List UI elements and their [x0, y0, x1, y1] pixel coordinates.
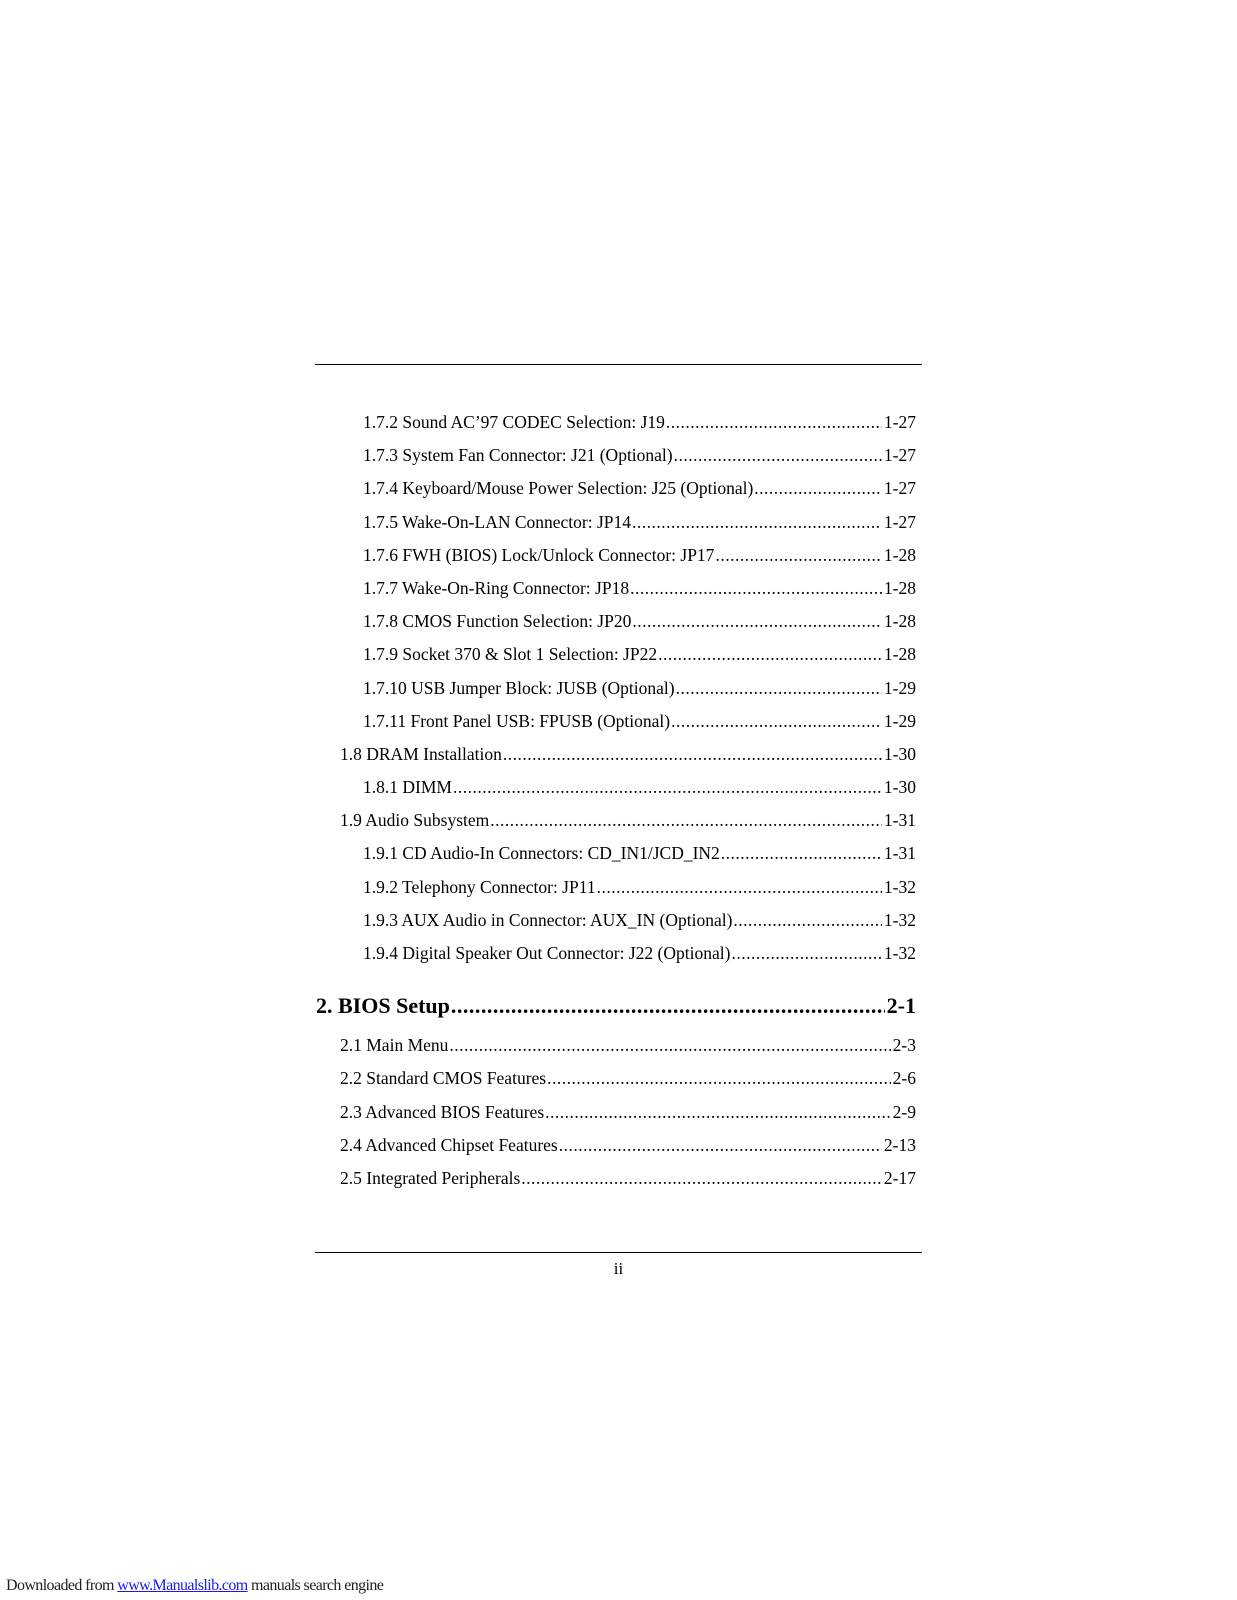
toc-entry-page: 2-3	[892, 1035, 916, 1056]
toc-entry-title: 1.7.11 Front Panel USB: FPUSB (Optional)	[363, 710, 671, 731]
toc-entry-page: 1-28	[883, 611, 916, 632]
dot-leader	[503, 744, 882, 765]
toc-entry-title: 2.1 Main Menu	[340, 1035, 449, 1056]
toc-chapter-entry	[316, 985, 916, 1027]
toc-entry	[316, 777, 916, 810]
page-number: ii	[613, 1259, 624, 1278]
toc-entry-title: 1.7.7 Wake-On-Ring Connector: JP18	[363, 577, 630, 598]
toc-entry-page: 1-31	[883, 843, 916, 864]
toc-entry-title: 1.9.3 AUX Audio in Connector: AUX_IN (Optional)	[363, 909, 733, 930]
toc-entry	[316, 478, 916, 511]
toc-entry-page: 1-32	[883, 943, 916, 963]
manualslib-link[interactable]: www.Manualslib.com	[117, 1577, 248, 1594]
dot-leader	[721, 843, 882, 864]
toc-entry-page: 1-27	[883, 478, 916, 499]
toc-entry-page: 1-32	[883, 876, 916, 897]
dot-leader	[597, 877, 882, 898]
toc-entry-title: 2.4 Advanced Chipset Features	[340, 1134, 558, 1155]
dot-leader	[521, 1168, 882, 1189]
toc-entry-page: 2-17	[883, 1167, 916, 1188]
toc-entry	[316, 1102, 916, 1135]
toc-entry	[316, 711, 916, 744]
toc-entry-page: 1-28	[883, 544, 916, 565]
toc-entry	[316, 843, 916, 876]
dot-leader	[453, 777, 882, 798]
toc-entry-page: 1-29	[883, 677, 916, 698]
toc-entry-page: 2-9	[892, 1101, 916, 1122]
toc-entry	[316, 810, 916, 843]
toc-entry	[316, 744, 916, 777]
toc-entry-title: 2. BIOS Setup	[316, 993, 450, 1019]
dot-leader	[674, 445, 882, 466]
toc-entry-title: 1.7.6 FWH (BIOS) Lock/Unlock Connector: JP17	[363, 544, 715, 565]
toc-entry-title: 1.7.5 Wake-On-LAN Connector: JP14	[363, 511, 632, 532]
dot-leader	[547, 1068, 891, 1089]
toc-entry-page: 2-1	[886, 993, 916, 1019]
dot-leader	[449, 1035, 890, 1056]
dot-leader	[559, 1135, 882, 1156]
toc-entry	[316, 1035, 916, 1068]
toc-entry-title: 1.8 DRAM Installation	[340, 743, 502, 764]
toc-entry-page: 1-27	[883, 511, 916, 532]
dot-leader	[666, 412, 882, 433]
toc-entry-page: 1-31	[883, 810, 916, 831]
bottom-rule	[315, 1252, 922, 1253]
toc-entry-page: 1-28	[883, 644, 916, 665]
dot-leader	[733, 910, 882, 931]
toc-entry	[316, 943, 916, 976]
toc-entry	[316, 611, 916, 644]
dot-leader	[715, 545, 881, 566]
toc-entry	[316, 1068, 916, 1101]
toc-entry	[316, 1135, 916, 1168]
toc-entry-page: 2-13	[883, 1134, 916, 1155]
toc-entry	[316, 1168, 916, 1201]
dot-leader	[451, 993, 885, 1019]
toc-entry-page: 1-30	[883, 743, 916, 764]
dot-leader	[731, 943, 881, 964]
toc-entry-title: 1.7.3 System Fan Connector: J21 (Optional)	[363, 445, 673, 466]
top-rule	[315, 364, 922, 365]
footer-suffix: manuals search engine	[247, 1577, 384, 1594]
toc-entry-page: 1-32	[883, 909, 916, 930]
dot-leader	[630, 578, 882, 599]
toc-entry	[316, 412, 916, 445]
toc-entry-title: 2.3 Advanced BIOS Features	[340, 1101, 545, 1122]
toc-entry-title: 1.7.2 Sound AC’97 CODEC Selection: J19	[363, 412, 665, 432]
dot-leader	[676, 678, 882, 699]
toc-entry-title: 1.9.4 Digital Speaker Out Connector: J22 (Optional)	[363, 943, 731, 963]
toc-entry-title: 2.5 Integrated Peripherals	[340, 1167, 521, 1188]
dot-leader	[545, 1102, 891, 1123]
toc-entry	[316, 445, 916, 478]
toc-entry-title: 2.2 Standard CMOS Features	[340, 1068, 547, 1089]
toc-entry	[316, 578, 916, 611]
dot-leader	[632, 512, 882, 533]
dot-leader	[632, 611, 882, 632]
toc-entry	[316, 545, 916, 578]
toc-entry-page: 1-27	[883, 412, 916, 432]
toc-entry-title: 1.7.9 Socket 370 & Slot 1 Selection: JP22	[363, 644, 658, 665]
toc-entry-title: 1.9 Audio Subsystem	[340, 810, 490, 831]
toc-entry-page: 1-27	[883, 445, 916, 466]
table-of-contents	[316, 412, 916, 1201]
toc-entry-page: 1-28	[883, 577, 916, 598]
toc-entry-title: 1.8.1 DIMM	[363, 777, 452, 798]
dot-leader	[658, 644, 882, 665]
download-footer	[6, 1577, 383, 1595]
toc-entry-title: 1.9.2 Telephony Connector: JP11	[363, 876, 596, 897]
toc-entry-title: 1.7.10 USB Jumper Block: JUSB (Optional)	[363, 677, 675, 698]
toc-entry-page: 2-6	[892, 1068, 916, 1089]
toc-entry	[316, 678, 916, 711]
toc-entry-title: 1.7.8 CMOS Function Selection: JP20	[363, 611, 632, 632]
footer-prefix: Downloaded from	[6, 1577, 118, 1594]
toc-entry-page: 1-29	[883, 710, 916, 731]
toc-entry-page: 1-30	[883, 777, 916, 798]
toc-entry	[316, 644, 916, 677]
dot-leader	[490, 810, 882, 831]
toc-entry	[316, 512, 916, 545]
dot-leader	[671, 711, 882, 732]
dot-leader	[754, 478, 882, 499]
toc-entry	[316, 910, 916, 943]
toc-entry	[316, 877, 916, 910]
toc-entry-title: 1.7.4 Keyboard/Mouse Power Selection: J25 (Optional)	[363, 478, 754, 499]
toc-entry-title: 1.9.1 CD Audio-In Connectors: CD_IN1/JCD_IN2	[363, 843, 720, 864]
